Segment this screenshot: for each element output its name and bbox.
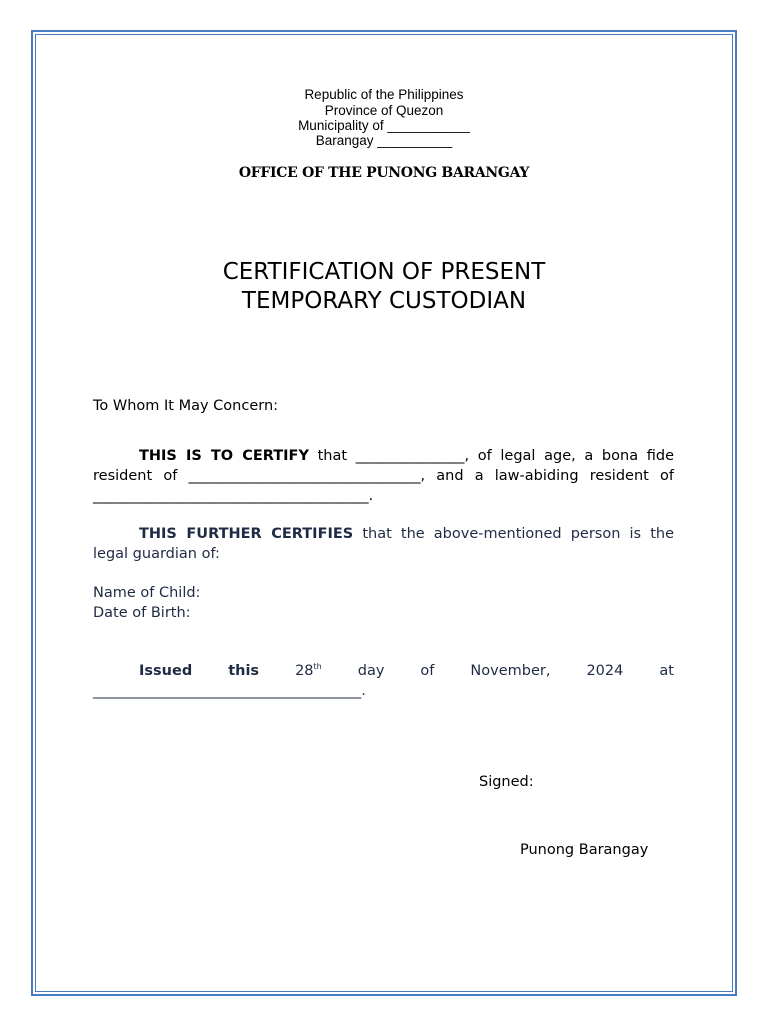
this-word: this bbox=[228, 663, 260, 679]
day-word: day bbox=[357, 663, 385, 679]
signed-label: Signed: bbox=[479, 774, 534, 790]
issued-day-suffix: th bbox=[313, 662, 322, 671]
further-certifies-paragraph bbox=[93, 524, 674, 564]
header-municipality: Municipality of ___________ bbox=[298, 118, 470, 133]
child-name-label: Name of Child: bbox=[93, 585, 201, 601]
issued-place-line: _____________________________________. bbox=[93, 683, 366, 699]
document-title-line1: CERTIFICATION OF PRESENT bbox=[222, 259, 546, 285]
of-word: of bbox=[420, 663, 435, 679]
issued-line bbox=[139, 661, 674, 681]
issued-word: Issued bbox=[139, 663, 193, 679]
signatory-position: Punong Barangay bbox=[520, 842, 649, 858]
issued-month: November, bbox=[470, 663, 551, 679]
issued-day bbox=[295, 661, 322, 681]
document-title-line2: TEMPORARY CUSTODIAN bbox=[241, 288, 527, 314]
header-province: Province of Quezon bbox=[324, 103, 444, 118]
certify-paragraph bbox=[93, 446, 674, 506]
child-dob-label: Date of Birth: bbox=[93, 605, 191, 621]
certify-lead: THIS IS TO CERTIFY bbox=[139, 448, 309, 464]
further-certifies-lead: THIS FURTHER CERTIFIES bbox=[139, 526, 354, 542]
office-heading: OFFICE OF THE PUNONG BARANGAY bbox=[238, 165, 530, 181]
header-barangay: Barangay __________ bbox=[315, 133, 453, 148]
further-certifies-body: that the above-mentioned person is the legal guardian of: bbox=[93, 526, 674, 562]
header-republic: Republic of the Philippines bbox=[304, 87, 464, 102]
issued-day-number: 28 bbox=[295, 663, 314, 679]
certify-body: that _______________, of legal age, a bona fide resident of ________________________________, and a law-abiding resident of ______________________________________. bbox=[93, 448, 674, 504]
issued-year: 2024 bbox=[586, 663, 624, 679]
at-word: at bbox=[659, 663, 674, 679]
greeting: To Whom It May Concern: bbox=[93, 398, 279, 414]
